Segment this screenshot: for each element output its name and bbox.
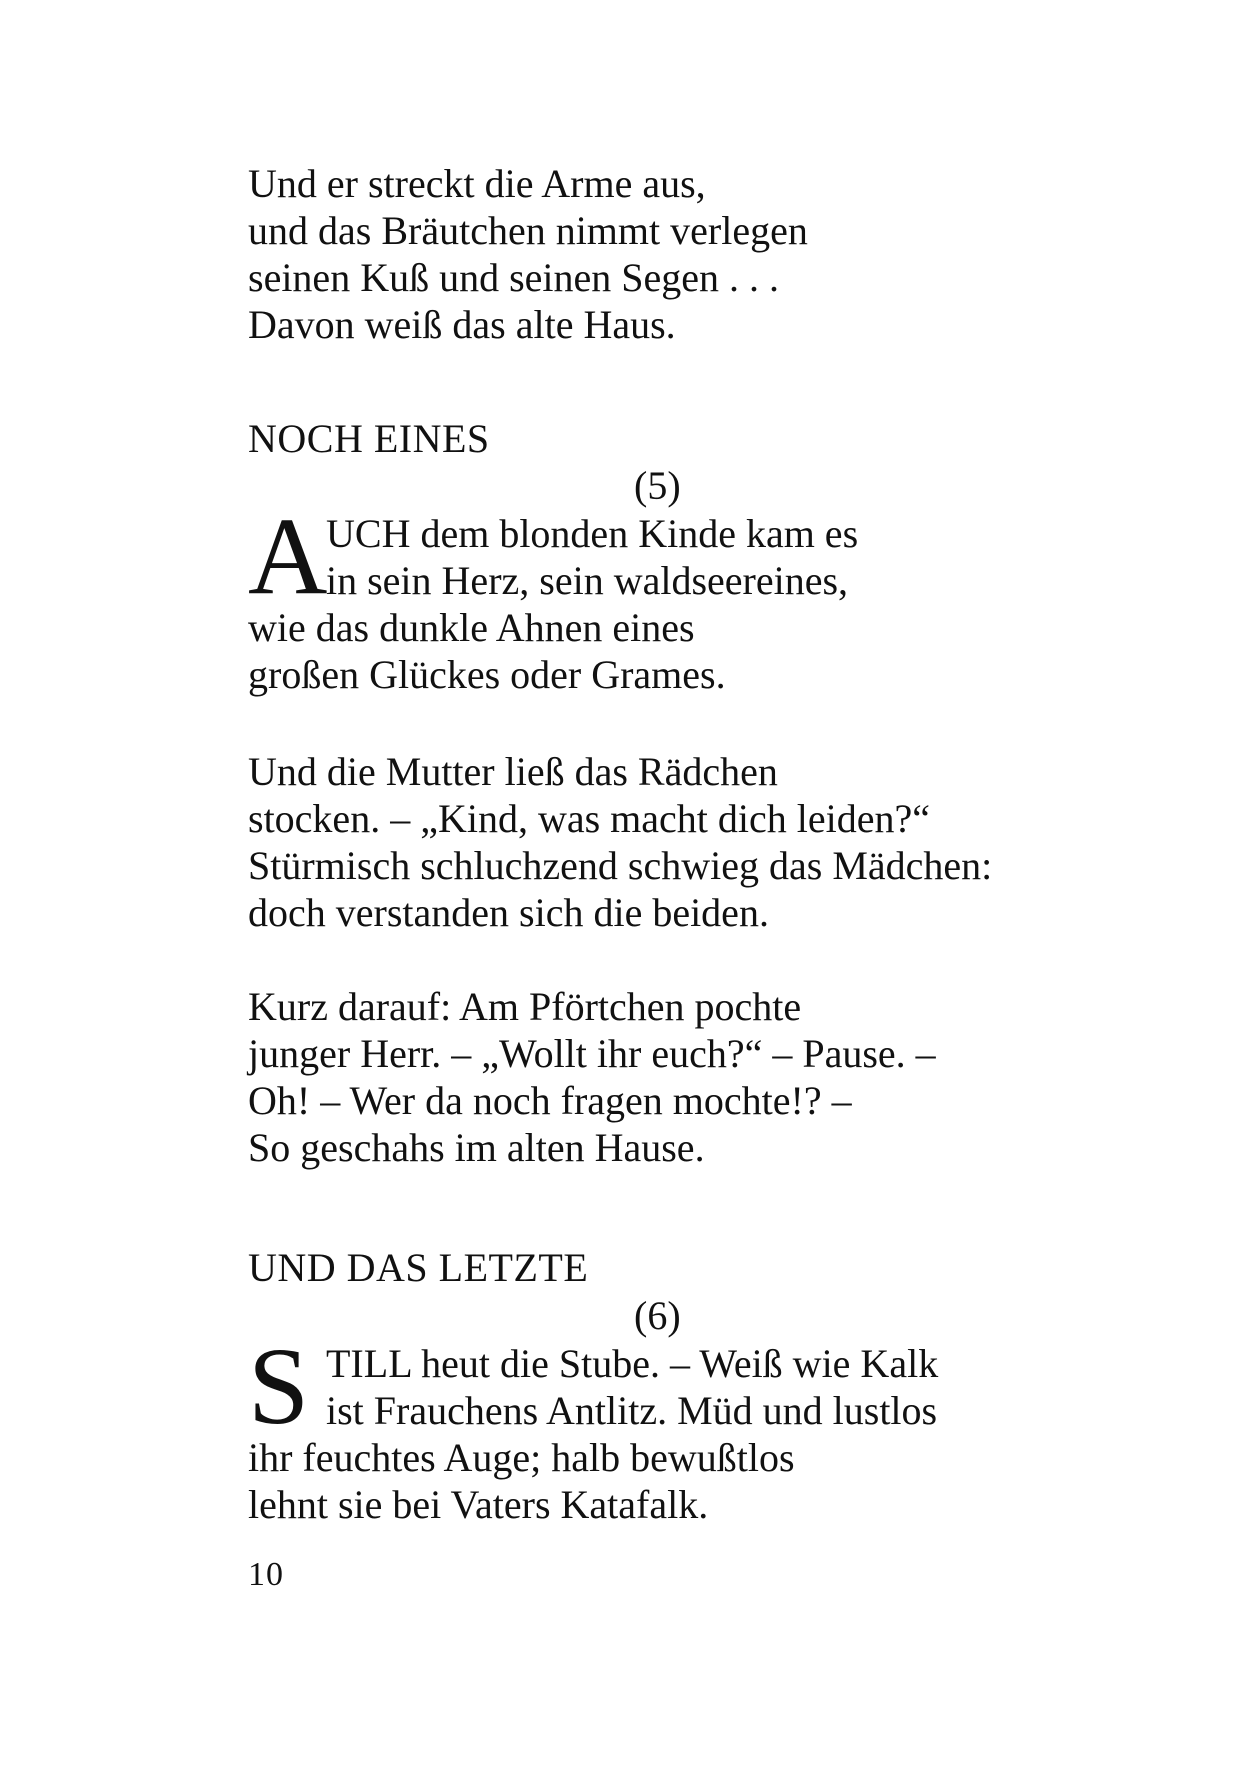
verse-line: seinen Kuß und seinen Segen . . .	[248, 255, 780, 300]
verse-line: So geschahs im alten Hause.	[248, 1125, 705, 1170]
stanza-intro	[248, 160, 808, 348]
stanza-6-1	[248, 1325, 939, 1528]
verse-line: TILL heut die Stube. – Weiß wie Kalk	[326, 1341, 939, 1386]
verse-line: wie das dunkle Ahnen eines	[248, 605, 695, 650]
verse-line: Davon weiß das alte Haus.	[248, 302, 676, 347]
dropcap-letter: S	[248, 1325, 310, 1447]
verse-line: Stürmisch schluchzend schwieg das Mädchen:	[248, 843, 993, 888]
verse-line: in sein Herz, sein waldseereines,	[326, 558, 849, 603]
verse-line: UCH dem blonden Kinde kam es	[326, 511, 859, 556]
dropcap-letter: A	[248, 495, 328, 617]
section-heading-6: UND DAS LETZTE	[248, 1245, 589, 1290]
verse-line: Und er streckt die Arme aus,	[248, 161, 706, 206]
verse-line: Und die Mutter ließ das Rädchen	[248, 749, 778, 794]
section-number-5: (5)	[634, 463, 681, 508]
verse-line: lehnt sie bei Vaters Katafalk.	[248, 1482, 709, 1527]
verse-line: großen Glückes oder Grames.	[248, 652, 726, 697]
section-heading-5: NOCH EINES	[248, 416, 490, 461]
section-number-6: (6)	[634, 1293, 681, 1338]
stanza-5-1	[248, 495, 859, 698]
verse-line: doch verstanden sich die beiden.	[248, 890, 769, 935]
verse-line: Kurz darauf: Am Pförtchen pochte	[248, 984, 802, 1029]
verse-line: stocken. – „Kind, was macht dich leiden?“	[248, 796, 930, 841]
verse-line: Oh! – Wer da noch fragen mochte!? –	[248, 1078, 852, 1123]
verse-line: und das Bräutchen nimmt verlegen	[248, 208, 808, 253]
verse-line: ihr feuchtes Auge; halb bewußtlos	[248, 1435, 795, 1480]
page-number: 10	[248, 1556, 284, 1593]
stanza-5-2	[248, 748, 992, 936]
verse-line: junger Herr. – „Wollt ihr euch?“ – Pause. –	[248, 1031, 936, 1076]
verse-line: ist Frauchens Antlitz. Müd und lustlos	[326, 1388, 938, 1433]
stanza-5-3	[248, 983, 936, 1171]
